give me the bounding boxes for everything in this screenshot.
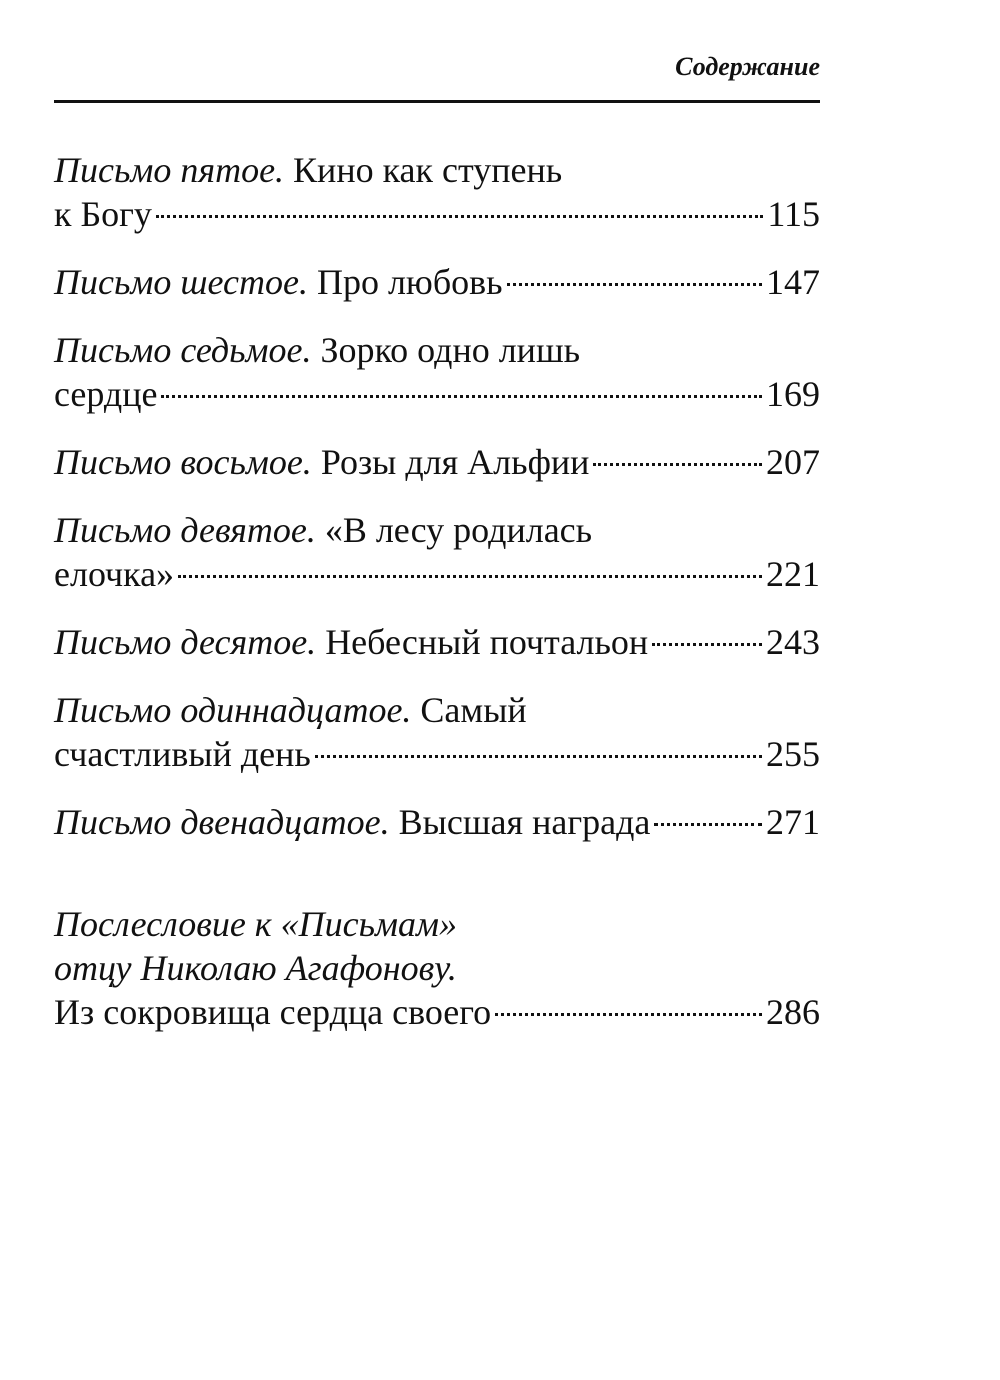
- running-head-title: Содержание: [675, 52, 820, 81]
- dot-leader: [654, 823, 762, 826]
- toc-entry-title-line: [54, 440, 589, 484]
- toc-entry-title: Небесный почтальон: [325, 622, 649, 662]
- toc-entry-title-line: [54, 260, 503, 304]
- dot-leader: [156, 215, 763, 218]
- toc-entry-title: «В лесу родилась: [324, 510, 593, 550]
- toc-entry-leader-line: [54, 732, 820, 776]
- toc-entry-letter-6: [54, 260, 820, 304]
- toc-entry-leader-line: [54, 990, 820, 1034]
- dot-leader: [495, 1013, 762, 1016]
- toc-entry-title-line: [54, 620, 648, 664]
- toc-entry-label: Письмо двенадцатое.: [54, 802, 390, 842]
- dot-leader: [315, 755, 762, 758]
- header-rule: [54, 100, 820, 103]
- toc-entry-letter-12: [54, 800, 820, 844]
- toc-entry-title-line: [54, 508, 820, 552]
- toc-page-number: 271: [766, 802, 820, 842]
- toc-entry-leader-line: [54, 800, 820, 844]
- toc-page-number: 207: [766, 442, 820, 482]
- toc-entry-label: Письмо восьмое.: [54, 442, 312, 482]
- toc-entry-title-line: [54, 148, 820, 192]
- toc-entry-title: Самый: [420, 690, 527, 730]
- toc-entry-title-continued: счастливый день: [54, 734, 311, 774]
- toc-entry-letter-5: [54, 148, 820, 236]
- toc-entry-letter-9: [54, 508, 820, 596]
- toc-entry-leader-line: [54, 192, 820, 236]
- toc-entry-title: Высшая награда: [398, 802, 651, 842]
- toc-entry-leader-line: [54, 440, 820, 484]
- toc-page-number: 286: [766, 992, 820, 1032]
- afterword-title-line-2: отцу Николаю Агафонову.: [54, 948, 457, 988]
- afterword-title-line-3: Из сокровища сердца своего: [54, 992, 492, 1032]
- table-of-contents: [54, 148, 820, 1058]
- toc-entry-title-continued: елочка»: [54, 554, 175, 594]
- toc-entry-letter-10: [54, 620, 820, 664]
- toc-entry-letter-11: [54, 688, 820, 776]
- toc-entry-title-continued: к Богу: [54, 194, 152, 234]
- toc-entry-label: Письмо девятое.: [54, 510, 316, 550]
- toc-entry-leader-line: [54, 372, 820, 416]
- dot-leader: [507, 283, 762, 286]
- toc-entry-leader-line: [54, 620, 820, 664]
- toc-entry-title: Розы для Альфии: [320, 442, 590, 482]
- toc-entry-title-line: [54, 328, 820, 372]
- toc-entry-title-line: [54, 800, 650, 844]
- dot-leader: [178, 575, 762, 578]
- toc-entry-label: Письмо шестое.: [54, 262, 308, 302]
- toc-entry-letter-8: [54, 440, 820, 484]
- dot-leader: [652, 643, 762, 646]
- toc-page-number: 243: [766, 622, 820, 662]
- toc-page-number: 115: [767, 194, 820, 234]
- toc-entry-leader-line: [54, 260, 820, 304]
- toc-entry-label: Письмо десятое.: [54, 622, 317, 662]
- toc-entry-title: Зорко одно лишь: [320, 330, 581, 370]
- toc-entry-letter-7: [54, 328, 820, 416]
- toc-entry-label: Письмо седьмое.: [54, 330, 312, 370]
- toc-page-number: 169: [766, 374, 820, 414]
- toc-entry-title-line: [54, 688, 820, 732]
- toc-entry-label: Письмо одиннадцатое.: [54, 690, 412, 730]
- toc-entry-leader-line: [54, 552, 820, 596]
- dot-leader: [161, 395, 762, 398]
- toc-entry-label: Письмо пятое.: [54, 150, 285, 190]
- dot-leader: [593, 463, 762, 466]
- toc-page-number: 221: [766, 554, 820, 594]
- afterword-title-line-1: Послесловие к «Письмам»: [54, 904, 457, 944]
- toc-page-number: 147: [766, 262, 820, 302]
- toc-page-number: 255: [766, 734, 820, 774]
- toc-entry-afterword: [54, 902, 820, 1034]
- toc-entry-title: Про любовь: [316, 262, 503, 302]
- toc-entry-title: Кино как ступень: [293, 150, 563, 190]
- toc-entry-title-continued: сердце: [54, 374, 158, 414]
